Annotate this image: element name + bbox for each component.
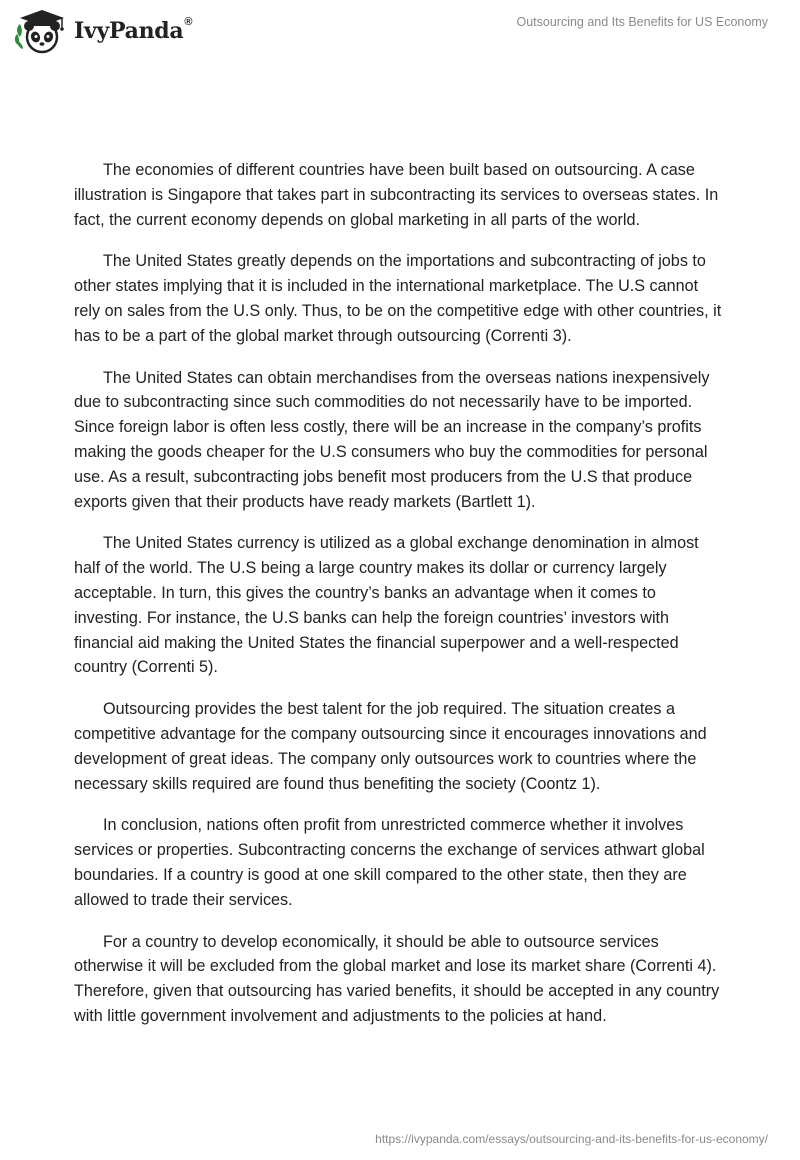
paragraph-7: For a country to develop economically, it should be able to outsource services otherwise it will be excluded from the global market and lose its market share (Correnti 4). Therefore, given that outsourcing has varied benefits, it should be accepted in any country with little government involvement and adjustments to the policies at hand. bbox=[74, 932, 720, 1025]
paragraph-5: Outsourcing provides the best talent for the job required. The situation creates a competitive advantage for the company outsourcing since it encourages innovations and development of great ideas. The company only outsources work to countries where the necessary skills required are found thus benefiting the society (Coontz 1). bbox=[74, 700, 707, 793]
page-header bbox=[0, 0, 800, 60]
registered-mark: ® bbox=[184, 16, 193, 28]
paragraph-6: In conclusion, nations often profit from unrestricted commerce whether it involves services or properties. Subcontracting concerns the exchange of services athwart global boundaries. If a country is good at one skill compared to the other state, then they are allowed to trade their services. bbox=[74, 816, 705, 909]
essay-body bbox=[74, 158, 728, 1046]
brand-name: IvyPanda® bbox=[74, 16, 193, 44]
panda-graduation-cap-icon bbox=[14, 7, 70, 55]
source-url-link[interactable]: https://ivypanda.com/essays/outsourcing-and-its-benefits-for-us-economy/ bbox=[375, 1132, 768, 1146]
paragraph-3: The United States can obtain merchandises from the overseas nations inexpensively due to subcontracting since such commodities do not necessarily have to be imported. Since foreign labor is often less costly, there will be an increase in the company’s profits making the goods cheaper for the U.S consumers who buy the commodities for personal use. As a result, subcontracting jobs benefit most producers from the U.S that produce exports given that their products have ready markets (Bartlett 1). bbox=[74, 368, 710, 511]
paragraph-4: The United States currency is utilized as a global exchange denomination in almost half of the world. The U.S being a large country makes its dollar or currency largely acceptable. In turn, this gives the country’s banks an advantage when it comes to investing. For instance, the U.S banks can help the foreign countries’ investors with financial aid making the United States the financial superpower and a well-respected country (Correnti 5). bbox=[74, 534, 699, 677]
paragraph-2: The United States greatly depends on the importations and subcontracting of jobs to other states implying that it is included in the international marketplace. The U.S cannot rely on sales from the U.S only. Thus, to be on the competitive edge with other countries, it has to be a part of the global market through outsourcing (Correnti 3). bbox=[74, 252, 722, 345]
document-title: Outsourcing and Its Benefits for US Economy bbox=[516, 15, 768, 29]
ivypanda-logo[interactable] bbox=[14, 7, 192, 55]
paragraph-1: The economies of different countries have been built based on outsourcing. A case illustration is Singapore that takes part in subcontracting its services to overseas states. In fact, the current economy depends on global marketing in all parts of the world. bbox=[74, 161, 719, 229]
